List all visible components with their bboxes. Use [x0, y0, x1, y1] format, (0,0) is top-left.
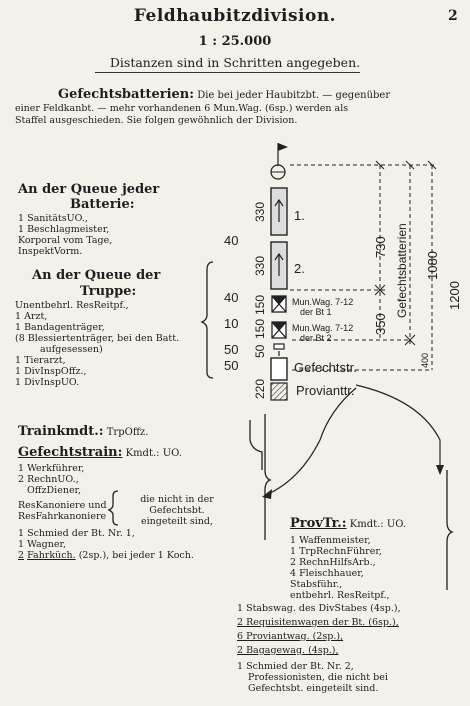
mun-1-label: Mun.Wag. 7-12	[292, 297, 354, 307]
dim-730: 730	[373, 236, 388, 258]
gefechtstrain-item: 1 Schmied der Bt. Nr. 1,	[18, 528, 135, 539]
queue-battery-heading2: Batterie:	[70, 197, 135, 212]
left-distance: 10	[224, 316, 239, 331]
provtr-heading: ProvTr.:	[290, 516, 347, 531]
provtr-item: 1 TrpRechnFührer,	[290, 546, 382, 557]
gefechtstrain-last-label: Fahrküch.	[27, 550, 76, 561]
distance-note: Distanzen sind in Schritten angegeben.	[109, 55, 361, 70]
queue-troop-item: 1 Bandagenträger,	[15, 322, 105, 333]
dim-400: 400	[420, 352, 430, 368]
length-battery-2: 330	[253, 255, 267, 276]
provtr-wagon: 2 Bagagewag. (4sp.),	[237, 645, 339, 656]
dim-1200: 1200	[447, 281, 462, 310]
queue-troop-item: aufgesessen)	[40, 344, 103, 355]
dim-350: 350	[373, 313, 388, 335]
page-title: Feldhaubitzdivision.	[133, 6, 337, 26]
left-distance: 40	[224, 290, 239, 305]
gefechtstrain-item: 1 Wagner,	[18, 539, 67, 550]
mun-1-sub: der Bt 1	[300, 307, 332, 317]
length-gefechtstrain: 220	[253, 378, 267, 399]
queue-troop-heading1: An der Queue der	[32, 268, 161, 283]
provtr-item: 1 Waffenmeister,	[290, 535, 371, 546]
provtr-item: 4 Fleischhauer,	[290, 568, 364, 579]
length-sep: 50	[253, 344, 267, 358]
left-distance: 50	[224, 342, 239, 357]
gefechtstrain-heading: Gefechtstrain:	[18, 445, 123, 460]
queue-battery-heading1: An der Queue jeder	[18, 182, 160, 197]
queue-battery-item: Korporal vom Tage,	[18, 235, 113, 246]
gefechtstrain-item: ResFahrkanoniere	[18, 511, 107, 522]
mun-2-sub: der Bt 2	[300, 333, 332, 343]
route-arrows	[266, 385, 440, 495]
gefechtstrain-item: 1 Werkführer,	[18, 463, 85, 474]
battery-2-label: 2.	[294, 261, 305, 276]
provtr-wagon: 1 Stabswag. des DivStabes (4sp.),	[237, 603, 401, 614]
separator-marks	[274, 344, 284, 356]
provtr-wagon: Gefechtsbt. eingeteilt sind.	[248, 683, 379, 694]
gefechtstrain-item: ResKanoniere und	[18, 500, 107, 511]
queue-troop-item: 1 DivInspOffz.,	[15, 366, 87, 377]
intro-line1-text: Die bei jeder Haubitzbt. — gegenüber	[197, 90, 391, 101]
intro-line2: einer Feldkanbt. — mehr vorhandenen 6 Mun.Wag. (6sp.) werden als	[15, 103, 349, 114]
provtr-item: 2 RechnHilfsArb.,	[290, 557, 376, 568]
flag-icon	[271, 143, 288, 179]
left-distance: 40	[224, 233, 239, 248]
length-mun-1: 150	[253, 294, 267, 315]
dim-1080: 1080	[425, 251, 440, 280]
gefechtstrain-last-num: 2	[18, 550, 25, 561]
length-mun-2: 150	[253, 318, 267, 339]
gefechtstrain-item: 2 RechnUO.,	[18, 474, 79, 485]
provtr-wagon: Professionisten, die nicht bei	[248, 672, 388, 683]
queue-troop-item: 1 Tierarzt,	[15, 355, 66, 366]
queue-troop-heading2: Truppe:	[80, 284, 137, 299]
gefechtsbatterien-label: Gefechtsbatterien	[395, 223, 409, 318]
mun-2-label: Mun.Wag. 7-12	[292, 323, 354, 333]
brace-text: die nicht in der	[140, 494, 214, 505]
provtr-wagon: 1 Schmied der Bt. Nr. 2,	[237, 661, 354, 672]
intro-line3: Staffel ausgeschieden. Sie folgen gewöhnlich der Division.	[15, 115, 298, 126]
page-number: 2	[448, 8, 458, 24]
arrowheads	[262, 465, 444, 499]
scale-label: 1 : 25.000	[198, 34, 272, 49]
length-battery-1: 330	[253, 201, 267, 222]
brace-text: eingeteilt sind,	[141, 516, 213, 527]
provtr-kmdt: Kmdt.: UO.	[349, 519, 407, 530]
gefechtstrain-block	[271, 358, 287, 380]
trainkmdt-value: TrpOffz.	[106, 427, 149, 438]
provtr-item: Stabsführ.,	[290, 579, 343, 590]
ammo-wagon-icon	[272, 296, 286, 338]
gefechtstrain-kmdt: Kmdt.: UO.	[125, 448, 182, 459]
gefechtstrain-item: OffzDiener,	[27, 485, 82, 496]
provtr-item: entbehrl. ResReitpf.,	[290, 590, 390, 601]
provtr-wagon: 6 Proviantwag. (2sp.),	[237, 631, 344, 642]
battery-1-label: 1.	[294, 208, 305, 223]
gefechtstr-label: Gefechtstr.	[294, 360, 357, 375]
provtr-wagon: 2 Requisitenwagen der Bt. (6sp.),	[237, 617, 399, 628]
intro-heading: Gefechtsbatterien:	[58, 87, 195, 102]
proviant-block	[271, 383, 287, 400]
gefechtstrain-last-rest: (2sp.), bei jeder 1 Koch.	[78, 550, 194, 561]
proviant-label: Provianttr.	[296, 383, 355, 398]
left-distance: 50	[224, 358, 239, 373]
queue-troop-item: 1 Arzt,	[15, 311, 48, 322]
queue-troop-item: (8 Blessiertenträger, bei den Batt.	[15, 333, 180, 344]
queue-battery-item: 1 Beschlagmeister,	[18, 224, 110, 235]
queue-troop-item: 1 DivInspUO.	[15, 377, 80, 388]
queue-battery-item: InspektVorm.	[18, 246, 83, 257]
brace-text: Gefechtsbt.	[149, 505, 205, 516]
trainkmdt-heading: Trainkmdt.:	[18, 424, 104, 439]
queue-battery-item: 1 SanitätsUO.,	[18, 213, 88, 224]
queue-troop-item: Unentbehrl. ResReitpf.,	[15, 300, 129, 311]
